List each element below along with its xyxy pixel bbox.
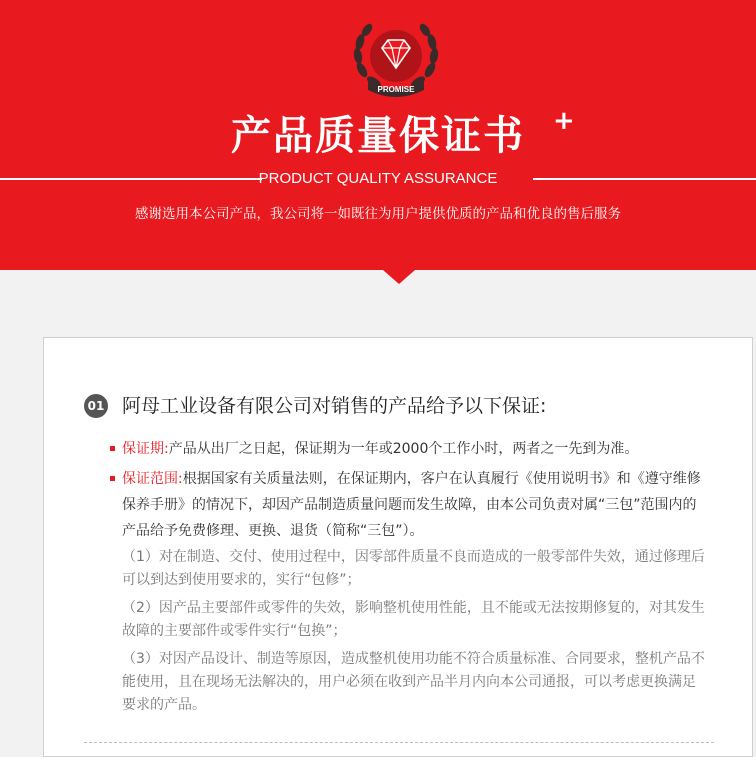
list-item: （2）因产品主要部件或零件的失效，影响整机使用性能，且不能或无法按期修复的，对其发生故障的主要部件或零件实行“包换”； — [122, 600, 705, 639]
warranty-scope-text: 根据国家有关质量法则，在保证期内，客户在认真履行《使用说明书》和《遵守维修保养手册》的情况下，却因产品制造质量问题而发生故障，由本公司负责对属“三包”范围内的产品给予免费修理、更换、退货（简称“三包”）。 — [122, 471, 701, 539]
section-heading: 阿母工业设备有限公司对销售的产品给予以下保证: — [122, 395, 547, 417]
svg-text:PROMISE: PROMISE — [377, 85, 415, 94]
divider-right — [533, 178, 756, 180]
banner-pointer — [383, 270, 415, 284]
page-subtitle: PRODUCT QUALITY ASSURANCE — [258, 170, 498, 187]
guarantee-card — [43, 337, 753, 757]
header-banner — [0, 0, 756, 270]
section-number-badge: 01 — [84, 394, 108, 418]
diamond-laurel-icon — [348, 12, 444, 104]
bullet-square-icon — [110, 476, 115, 481]
title-text: 产品质量保证书 — [231, 113, 525, 159]
list-item: （3）对因产品设计、制造等原因，造成整机使用功能不符合质量标准、合同要求，整机产品不能使用，且在现场无法解决的，用户必须在收到产品半月内向本公司通报，可以考虑更换满足要求的产品。 — [122, 651, 705, 713]
warranty-period-text: 产品从出厂之日起，保证期为一年或2000个工作小时，两者之一先到为准。 — [168, 441, 639, 457]
warranty-period-label: 保证期: — [122, 441, 169, 457]
warranty-scope-label: 保证范围: — [122, 471, 183, 487]
plus-icon: + — [553, 106, 577, 136]
bullet-square-icon — [110, 446, 115, 451]
warranty-period-item — [110, 436, 710, 462]
tagline: 感谢选用本公司产品，我公司将一如既往为用户提供优质的产品和优良的售后服务 — [135, 206, 621, 222]
section-divider — [84, 742, 714, 743]
page-title — [0, 108, 756, 164]
list-item: （1）对在制造、交付、使用过程中，因零部件质量不良而造成的一般零部件失效，通过修理后可以到达到使用要求的，实行“包修”； — [122, 549, 705, 588]
warranty-scope-item — [110, 466, 710, 544]
